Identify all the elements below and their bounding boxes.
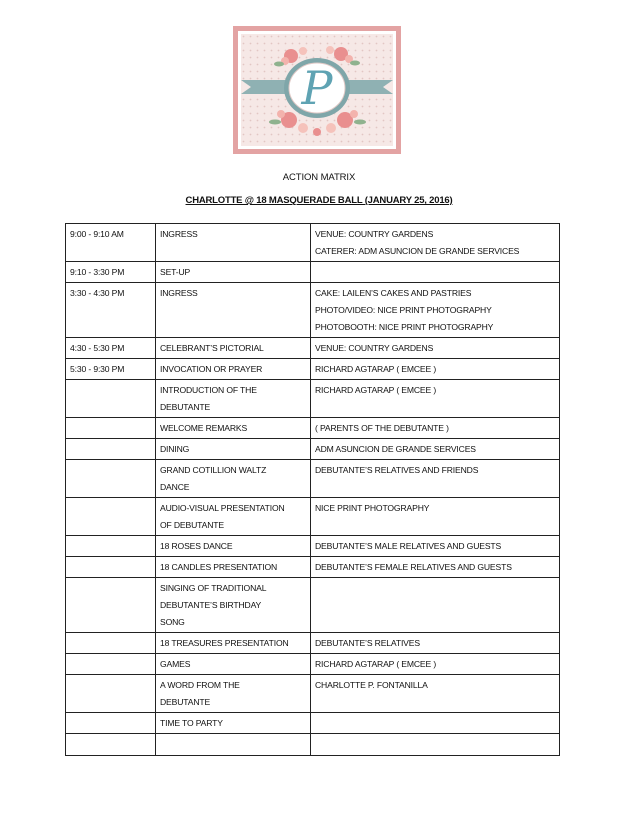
time-cell xyxy=(66,498,156,536)
details-cell xyxy=(311,439,560,460)
activity-cell xyxy=(156,578,311,633)
table-row xyxy=(66,578,560,633)
activity-cell-line: GAMES xyxy=(160,659,191,669)
details-cell-line: PHOTO/VIDEO: NICE PRINT PHOTOGRAPHY xyxy=(315,305,492,315)
details-cell xyxy=(311,498,560,536)
details-cell xyxy=(311,536,560,557)
activity-cell-line: DEBUTANTE xyxy=(160,402,211,412)
table-row xyxy=(66,460,560,498)
details-cell xyxy=(311,224,560,262)
table-row xyxy=(66,338,560,359)
action-matrix-body xyxy=(66,224,560,756)
activity-cell xyxy=(156,460,311,498)
monogram-logo xyxy=(233,26,401,154)
details-cell xyxy=(311,283,560,338)
details-cell xyxy=(311,578,560,633)
details-cell-line: CAKE: LAILEN’S CAKES AND PASTRIES xyxy=(315,288,472,298)
activity-cell xyxy=(156,359,311,380)
activity-cell xyxy=(156,536,311,557)
activity-cell xyxy=(156,734,311,756)
table-row xyxy=(66,734,560,756)
activity-cell-line: A WORD FROM THE xyxy=(160,680,240,690)
activity-cell-line: OF DEBUTANTE xyxy=(160,520,224,530)
activity-cell-line: DEBUTANTE’S BIRTHDAY xyxy=(160,600,262,610)
details-cell-line: DEBUTANTE’S RELATIVES xyxy=(315,638,420,648)
table-row xyxy=(66,713,560,734)
activity-cell xyxy=(156,654,311,675)
details-cell xyxy=(311,675,560,713)
activity-cell-line: 18 TREASURES PRESENTATION xyxy=(160,638,289,648)
time-cell: 5:30 - 9:30 PM xyxy=(66,359,156,380)
activity-cell-line: CELEBRANT’S PICTORIAL xyxy=(160,343,264,353)
table-row xyxy=(66,262,560,283)
time-cell xyxy=(66,654,156,675)
activity-cell-line: 18 ROSES DANCE xyxy=(160,541,233,551)
details-cell-line: DEBUTANTE’S RELATIVES AND FRIENDS xyxy=(315,465,479,475)
logo-letter: P xyxy=(301,61,333,115)
details-cell-line: CHARLOTTE P. FONTANILLA xyxy=(315,680,428,690)
time-cell: 3:30 - 4:30 PM xyxy=(66,283,156,338)
time-cell: 9:10 - 3:30 PM xyxy=(66,262,156,283)
activity-cell-line: SET-UP xyxy=(160,267,191,277)
time-cell xyxy=(66,536,156,557)
activity-cell xyxy=(156,557,311,578)
time-cell xyxy=(66,380,156,418)
details-cell xyxy=(311,359,560,380)
table-row xyxy=(66,675,560,713)
activity-cell-line: DINING xyxy=(160,444,190,454)
details-cell xyxy=(311,418,560,439)
details-cell-line: RICHARD AGTARAP ( EMCEE ) xyxy=(315,385,437,395)
activity-cell-line: SINGING OF TRADITIONAL xyxy=(160,583,267,593)
details-cell-line: ADM ASUNCION DE GRANDE SERVICES xyxy=(315,444,476,454)
activity-cell xyxy=(156,633,311,654)
activity-cell-line: WELCOME REMARKS xyxy=(160,423,248,433)
table-row xyxy=(66,439,560,460)
activity-cell-line: 18 CANDLES PRESENTATION xyxy=(160,562,278,572)
activity-cell xyxy=(156,713,311,734)
activity-cell xyxy=(156,439,311,460)
activity-cell-line: AUDIO-VISUAL PRESENTATION xyxy=(160,503,285,513)
activity-cell-line: TIME TO PARTY xyxy=(160,718,223,728)
activity-cell-line: SONG xyxy=(160,617,185,627)
table-row xyxy=(66,498,560,536)
document-subtitle: CHARLOTTE @ 18 MASQUERADE BALL (JANUARY 25, 2016) xyxy=(185,195,453,206)
details-cell xyxy=(311,734,560,756)
activity-cell xyxy=(156,262,311,283)
table-row xyxy=(66,224,560,262)
activity-cell xyxy=(156,380,311,418)
time-cell xyxy=(66,557,156,578)
details-cell xyxy=(311,460,560,498)
details-cell xyxy=(311,557,560,578)
activity-cell xyxy=(156,418,311,439)
activity-cell xyxy=(156,338,311,359)
table-row xyxy=(66,380,560,418)
table-row xyxy=(66,359,560,380)
table-row xyxy=(66,633,560,654)
details-cell-line: ( PARENTS OF THE DEBUTANTE ) xyxy=(315,423,449,433)
details-cell-line: DEBUTANTE’S MALE RELATIVES AND GUESTS xyxy=(315,541,502,551)
details-cell xyxy=(311,633,560,654)
details-cell xyxy=(311,262,560,283)
details-cell xyxy=(311,654,560,675)
table-row xyxy=(66,536,560,557)
activity-cell xyxy=(156,498,311,536)
activity-cell xyxy=(156,283,311,338)
details-cell-line: CATERER: ADM ASUNCION DE GRANDE SERVICES xyxy=(315,246,520,256)
details-cell-line: VENUE: COUNTRY GARDENS xyxy=(315,229,434,239)
details-cell-line: RICHARD AGTARAP ( EMCEE ) xyxy=(315,364,437,374)
details-cell xyxy=(311,380,560,418)
time-cell xyxy=(66,713,156,734)
table-row xyxy=(66,283,560,338)
time-cell xyxy=(66,418,156,439)
monogram-logo-graphic xyxy=(233,26,401,154)
time-cell xyxy=(66,675,156,713)
table-row xyxy=(66,654,560,675)
details-cell xyxy=(311,713,560,734)
time-cell xyxy=(66,578,156,633)
details-cell-line: NICE PRINT PHOTOGRAPHY xyxy=(315,503,430,513)
activity-cell-line: GRAND COTILLION WALTZ xyxy=(160,465,267,475)
activity-cell-line: INGRESS xyxy=(160,288,198,298)
details-cell-line: RICHARD AGTARAP ( EMCEE ) xyxy=(315,659,437,669)
document-title: ACTION MATRIX xyxy=(282,172,356,183)
time-cell xyxy=(66,734,156,756)
activity-cell-line: DEBUTANTE xyxy=(160,697,211,707)
time-cell xyxy=(66,633,156,654)
activity-cell xyxy=(156,675,311,713)
activity-cell-line: DANCE xyxy=(160,482,190,492)
table-row xyxy=(66,557,560,578)
details-cell-line: VENUE: COUNTRY GARDENS xyxy=(315,343,434,353)
table-row xyxy=(66,418,560,439)
time-cell: 9:00 - 9:10 AM xyxy=(66,224,156,262)
details-cell-line: DEBUTANTE’S FEMALE RELATIVES AND GUESTS xyxy=(315,562,512,572)
activity-cell-line: INVOCATION OR PRAYER xyxy=(160,364,263,374)
details-cell-line: PHOTOBOOTH: NICE PRINT PHOTOGRAPHY xyxy=(315,322,494,332)
time-cell: 4:30 - 5:30 PM xyxy=(66,338,156,359)
time-cell xyxy=(66,460,156,498)
details-cell xyxy=(311,338,560,359)
activity-cell-line: INGRESS xyxy=(160,229,198,239)
action-matrix-table xyxy=(65,223,560,756)
activity-cell-line: INTRODUCTION OF THE xyxy=(160,385,257,395)
time-cell xyxy=(66,439,156,460)
activity-cell xyxy=(156,224,311,262)
